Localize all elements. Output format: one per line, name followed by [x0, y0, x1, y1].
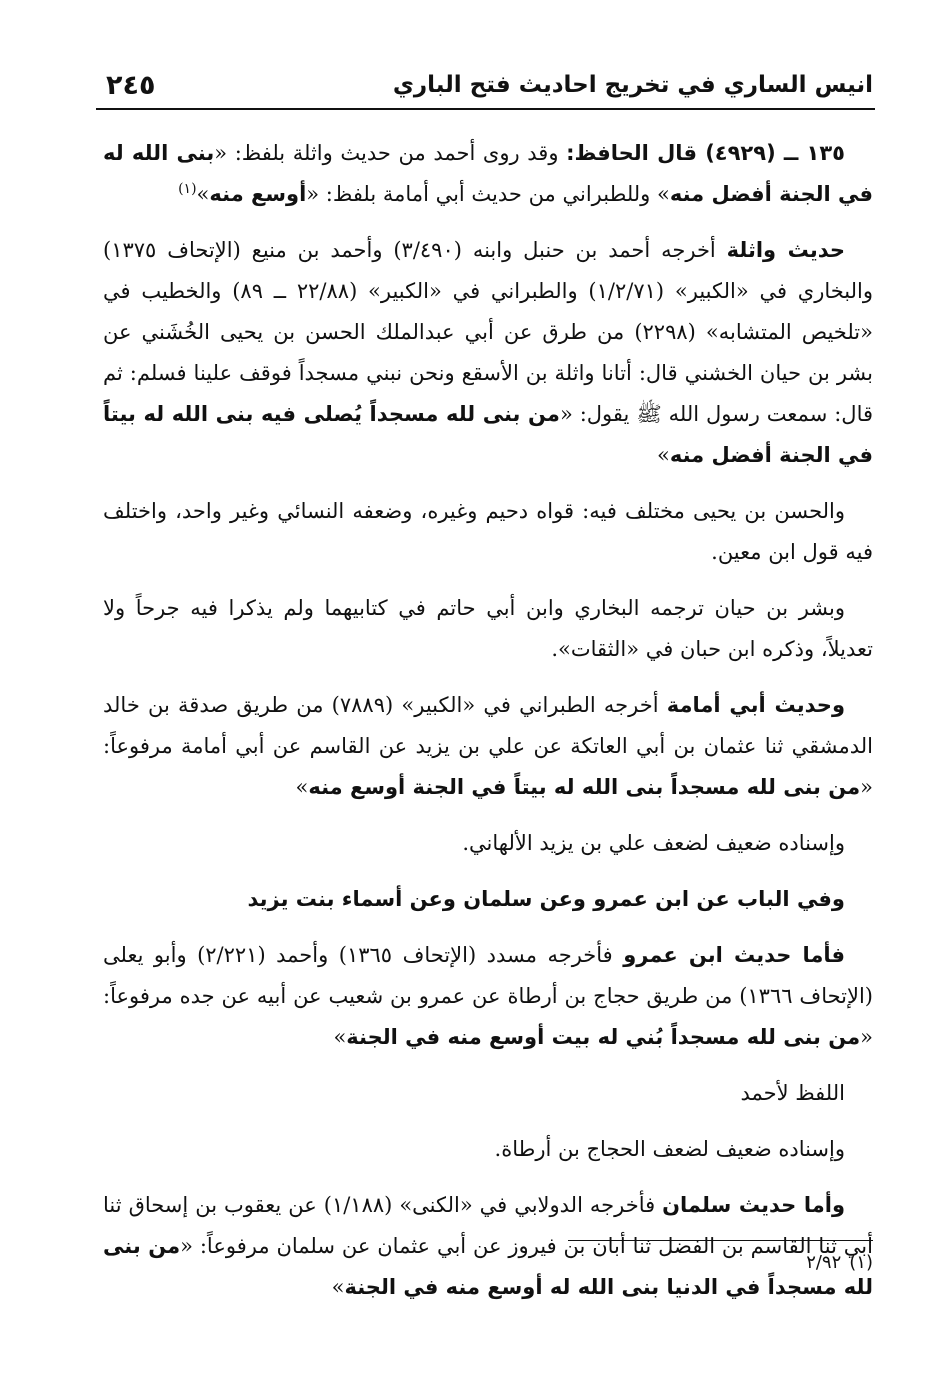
- salman-hadith-paragraph: [103, 1185, 873, 1308]
- hajjaj-weakness-paragraph: وإسناده ضعيف لضعف الحجاج بن أرطاة.: [494, 1137, 845, 1161]
- footnote: [798, 1249, 873, 1277]
- ibn-amr-hadith-paragraph: [103, 935, 873, 1058]
- hadith-quote: أوسع منه: [209, 182, 307, 206]
- wathila-hadith-paragraph: [103, 230, 873, 476]
- hadith-heading: ١٣٥ ــ (٤٩٢٩) قال الحافظ:: [566, 141, 845, 165]
- hadith-quote: بنى الله له في الجنة أفضل منه: [103, 141, 873, 206]
- closing-quote: »: [331, 1275, 345, 1299]
- closing-quote: »: [333, 1025, 347, 1049]
- closing-quote: »: [295, 775, 309, 799]
- paragraph-text: أخرجه أحمد بن حنبل وابنه (٣/٤٩٠) وأحمد بن منيع (الإتحاف ١٣٧٥) والبخاري في «الكبير» (١/٢/٧١) والطبراني في «الكبير» (٢٢/٨٨ ــ ٨٩) والخطيب في «تلخيص المتشابه» (٢٢٩٨) من طرق عن أبي عبدالملك الحسن بن يحيى الخُشَني عن بشر بن حيان الخشني قال: أتانا واثلة بن الأسقع ونحن نبني مسجداً فوقف علينا فسلم: ثم قال: سمعت رسول الله ﷺ يقول: «: [103, 238, 874, 426]
- page-number: ٢٤٥: [106, 70, 156, 101]
- abu-umama-hadith-paragraph: [103, 685, 873, 808]
- hadith-quote: من بنى لله مسجداً في الدنيا بنى الله له أوسع منه في الجنة: [103, 1234, 873, 1299]
- hadith-135-paragraph: [103, 133, 873, 215]
- section-heading: وحديث أبي أمامة: [666, 693, 845, 717]
- hadith-quote: من بنى لله مسجداً بنى الله له بيتاً في الجنة أوسع منه: [308, 775, 861, 799]
- main-text: [103, 133, 873, 1323]
- section-heading: حديث واثلة: [726, 238, 845, 262]
- paragraph-text: » وللطبراني من حديث أبي أمامة بلفظ: «: [306, 182, 670, 206]
- paragraph-text: فأخرجه مسدد (الإتحاف ١٣٦٥) وأحمد (٢/٢٢١) وأبو يعلى (الإتحاف ١٣٦٦) من طريق حجاج بن أرطاة عن عمرو بن شعيب عن أبيه عن جده مرفوعاً: «: [103, 943, 873, 1049]
- footnote-text: ٢/٩٢: [806, 1252, 842, 1273]
- closing-quote: »: [656, 443, 670, 467]
- paragraph-text: أخرجه الطبراني في «الكبير» (٧٨٨٩) من طريق صدقة بن خالد الدمشقي ثنا عثمان بن أبي العاتكة عن علي بن يزيد عن القاسم عن أبي أمامة مرفوعاً: «: [103, 693, 873, 799]
- section-heading: فأما حديث ابن عمرو: [623, 943, 845, 967]
- footnote-reference: (١): [178, 181, 197, 197]
- paragraph-text: فأخرجه الدولابي في «الكنى» (١/١٨٨) عن يعقوب بن إسحاق ثنا أبي ثنا القاسم بن الفضل ثنا أبان بن فيروز عن أبي عثمان عن سلمان مرفوعاً: «: [103, 1193, 873, 1258]
- footnote-marker: (١): [849, 1252, 873, 1273]
- bishr-bin-hayyan-paragraph: وبشر بن حيان ترجمه البخاري وابن أبي حاتم في كتابيهما ولم يذكرا فيه جرحاً ولا تعديلاً، وذكره ابن حبان في «الثقات».: [103, 596, 873, 661]
- page-header: [96, 66, 875, 110]
- chapter-heading: وفي الباب عن ابن عمرو وعن سلمان وعن أسماء بنت يزيد: [247, 887, 845, 911]
- hadith-quote: من بنى لله مسجداً بُني له بيت أوسع منه في الجنة: [346, 1025, 861, 1049]
- hadith-quote: من بنى لله مسجداً يُصلى فيه بنى الله له بيتاً في الجنة أفضل منه: [103, 402, 873, 467]
- ahmad-wording-note: اللفظ لأحمد: [740, 1081, 845, 1105]
- paragraph-text: وقد روى أحمد من حديث واثلة بلفظ: «: [214, 141, 567, 165]
- isnad-weakness-paragraph: وإسناده ضعيف لضعف علي بن يزيد الألهاني.: [462, 831, 845, 855]
- closing-quote: »: [196, 182, 210, 206]
- section-heading: وأما حديث سلمان: [662, 1193, 845, 1217]
- running-title: انيس الساري في تخريج احاديث فتح الباري: [392, 72, 873, 98]
- footnote-divider: [568, 1240, 873, 1241]
- hasan-bin-yahya-paragraph: والحسن بن يحيى مختلف فيه: قواه دحيم وغيره، وضعفه النسائي وغير واحد، واختلف فيه قول ابن معين.: [103, 499, 873, 564]
